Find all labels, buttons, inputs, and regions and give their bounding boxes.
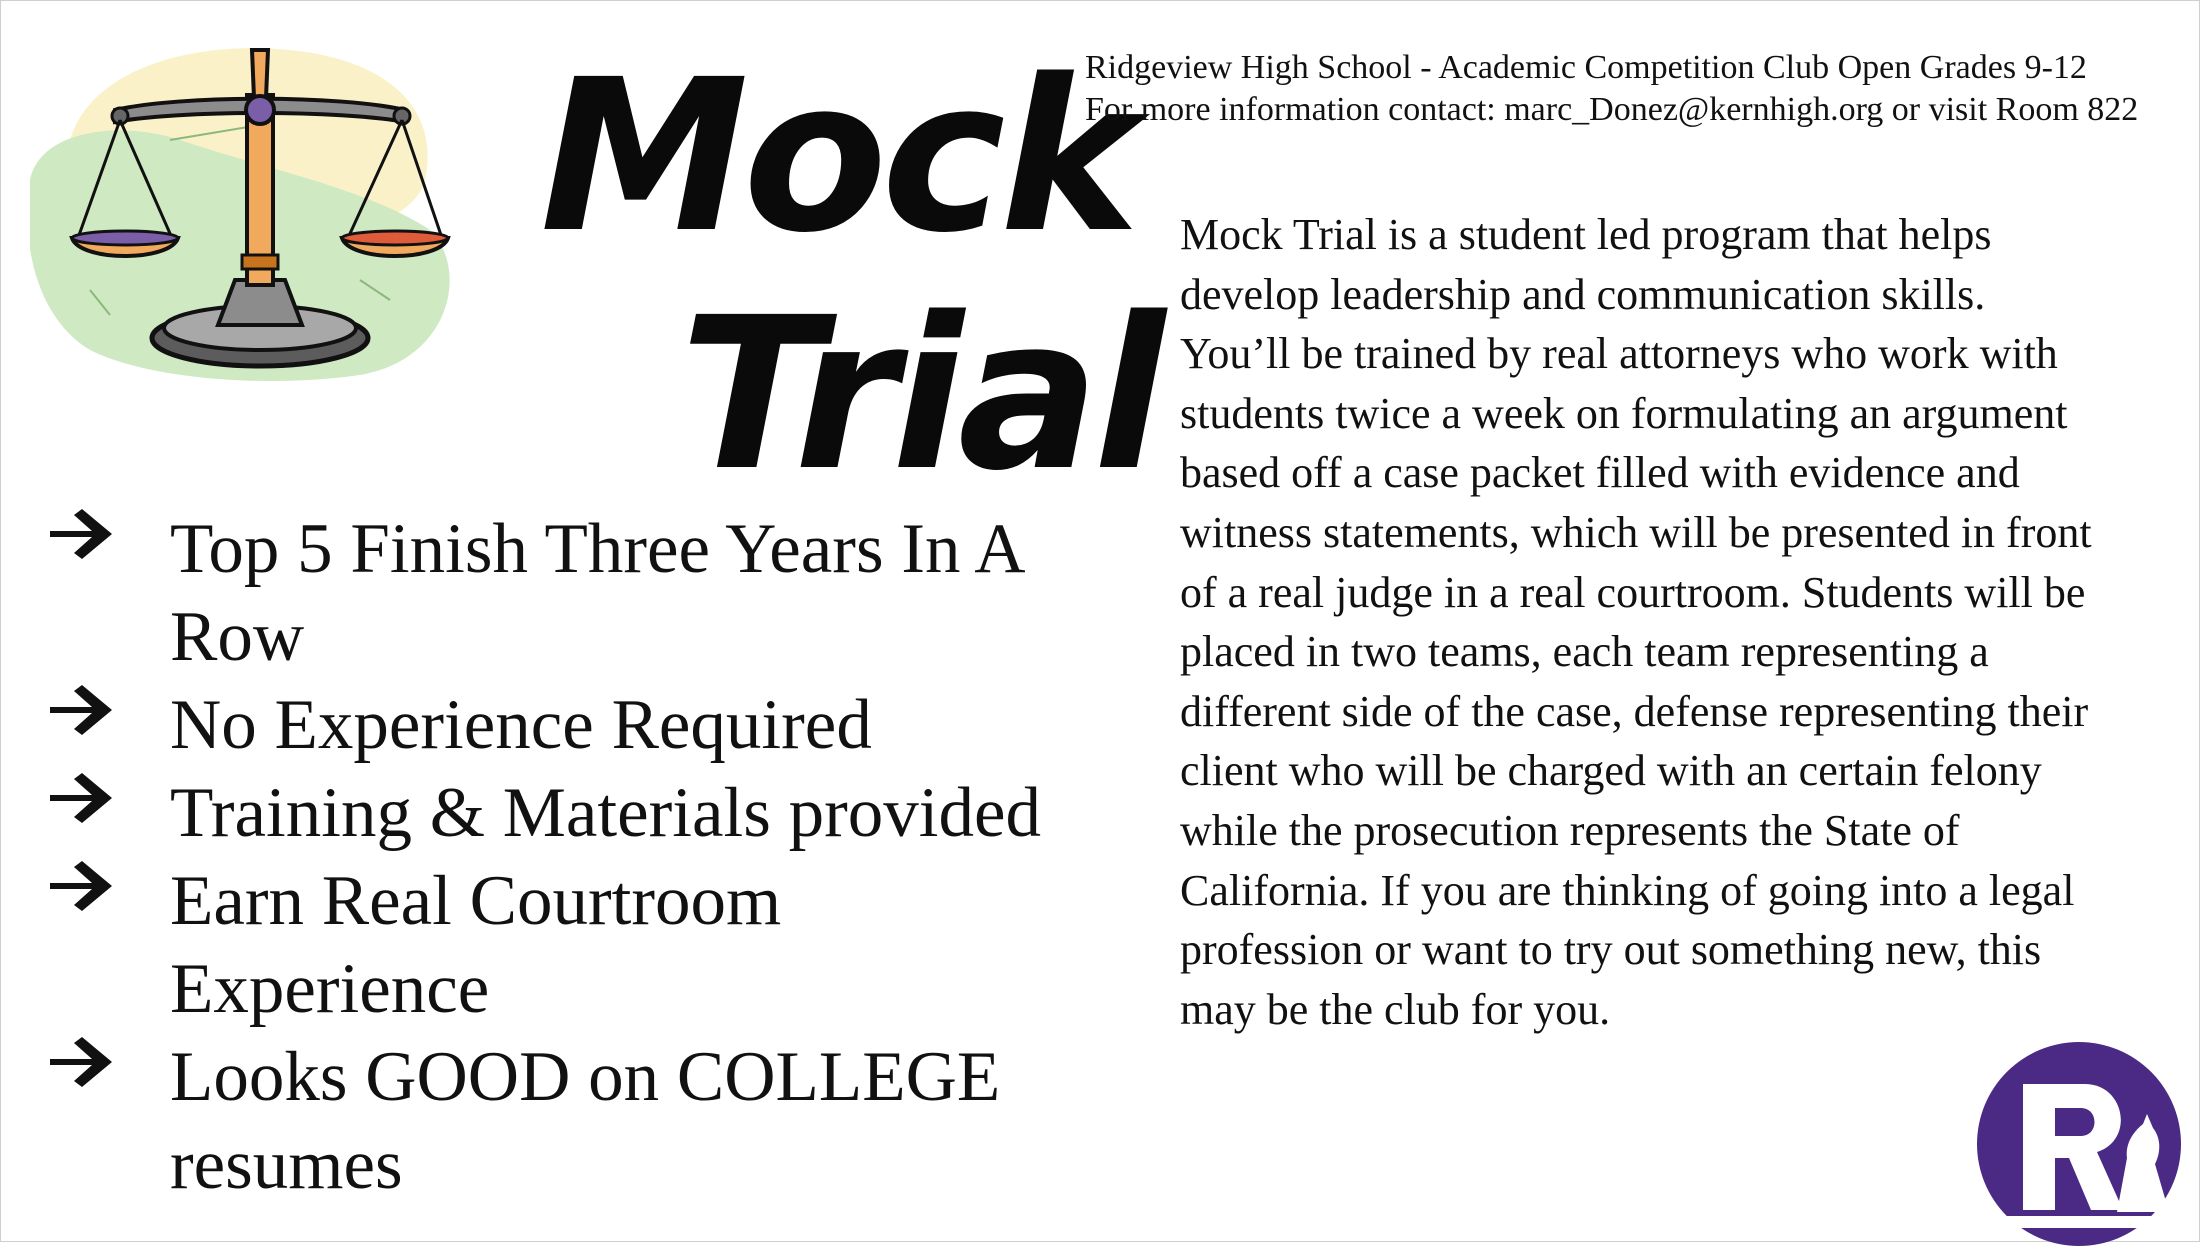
arrow-right-icon (48, 773, 114, 823)
bullet-text: Earn Real Courtroom Experience (170, 862, 782, 1028)
arrow-right-icon (48, 509, 114, 559)
list-item (40, 857, 1080, 1033)
bullet-text: Looks GOOD on COLLEGE resumes (170, 1038, 1001, 1204)
list-item (40, 505, 1080, 681)
bullet-text: No Experience Required (170, 686, 872, 764)
list-item (40, 1033, 1080, 1209)
title-mock: Mock (540, 34, 1134, 279)
title-trial: Trial (680, 272, 1160, 517)
bullet-text: Top 5 Finish Three Years In A Row (170, 510, 1022, 676)
description-paragraph: Mock Trial is a student led program that helps develop leadership and communication skills. You’ll be trained by real attorneys who work with students twice a week on formulating an argument based off a case packet filled with evidence and witness statements, which will be presented in front of a real judge in a real courtroom. Students will be placed in two teams, each team representing a different side of the case, defense representing their client who will be charged with an certain felony while the prosecution represents the State of California. If you are thinking of going into a legal profession or want to try out something new, this may be the club for you. (1180, 210, 2092, 1034)
arrow-right-icon (48, 685, 114, 735)
header-contact-line: For more information contact: marc_Donez@kernhigh.org or visit Room 822 (1085, 91, 2139, 128)
bullet-text: Training & Materials provided (170, 774, 1041, 852)
list-item (40, 769, 1080, 857)
list-item (40, 681, 1080, 769)
scales-of-justice-icon (30, 30, 470, 390)
header-school-line: Ridgeview High School - Academic Competition Club Open Grades 9-12 (1085, 49, 2087, 86)
arrow-right-icon (48, 1037, 114, 1087)
arrow-right-icon (48, 861, 114, 911)
ridgeview-logo (1975, 1040, 2183, 1248)
feature-list (40, 505, 1080, 1209)
